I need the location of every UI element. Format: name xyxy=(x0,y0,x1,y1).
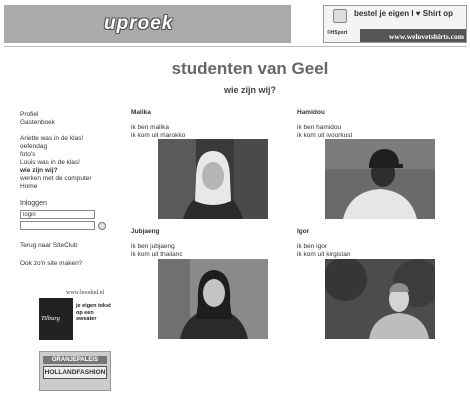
oranje-ad[interactable] xyxy=(39,351,111,391)
shirt-icon xyxy=(333,9,347,23)
student-intro: ik ben malika xyxy=(131,124,169,131)
banner-brand: ©HSport xyxy=(327,30,348,36)
sidebar xyxy=(20,111,120,268)
student-name: Malika xyxy=(131,109,151,116)
student-name: Igor xyxy=(297,228,310,235)
banner-url: www.welovetshirts.com xyxy=(360,29,467,43)
banner-title: bestel je eigen I ♥ Shirt op xyxy=(354,9,453,18)
nav-gastenboek[interactable]: Gastenboek xyxy=(20,119,56,126)
student-card-igor xyxy=(297,228,350,259)
student-intro: ik ben hamidou xyxy=(297,124,342,131)
nav-profiel[interactable]: Profiel xyxy=(20,111,39,118)
student-origin: ik kom uit kirgistan xyxy=(297,251,351,258)
site-logo: uproek xyxy=(104,13,174,34)
hoodud-url: www.hoodud.nl xyxy=(66,290,105,296)
nav-home[interactable]: Home xyxy=(20,183,38,190)
student-card-hamidou xyxy=(297,109,352,140)
nav-louis[interactable]: Louis was in de klas! xyxy=(20,159,80,166)
page-title: studenten van Geel xyxy=(171,59,329,78)
student-photo-malika xyxy=(158,139,268,219)
student-origin: ik kom uit marokko xyxy=(131,132,186,139)
nav-werken-computer[interactable]: werken met de computer xyxy=(20,175,92,182)
login-label: Inloggen xyxy=(20,200,47,207)
student-origin: ik kom uit ivoorkust xyxy=(297,132,353,139)
student-card-jubjaeng xyxy=(131,228,183,259)
login-password-input[interactable] xyxy=(20,221,95,230)
student-origin: ik kom uit thailanc xyxy=(131,251,183,258)
header-divider xyxy=(4,46,467,47)
hoodud-ad[interactable] xyxy=(39,290,113,344)
login-username-input[interactable] xyxy=(20,210,95,219)
student-photo-hamidou xyxy=(325,139,435,219)
oranje-bottom: HOLLANDFASHION xyxy=(43,366,107,379)
student-intro: ik ben jubjaeng xyxy=(131,243,175,250)
nav-fotos[interactable]: foto's xyxy=(20,151,36,158)
site-logo-bar[interactable] xyxy=(4,5,291,43)
nav-site-maken[interactable]: Ook zo'n site maken? xyxy=(20,260,83,267)
student-photo-jubjaeng xyxy=(158,259,268,339)
nav-oefendag[interactable]: oefendag xyxy=(20,143,48,150)
oranje-top: ORANJEPALEIS xyxy=(43,356,107,364)
nav-wie-zijn-wij[interactable]: wie zijn wij? xyxy=(20,167,58,174)
student-card-malika xyxy=(131,109,185,140)
hoodud-text: je eigen tekst op een sweater xyxy=(76,303,111,322)
student-name: Jubjaeng xyxy=(131,228,160,235)
nav-ariette[interactable]: Ariette was in de klas! xyxy=(20,135,84,142)
nav-terug-siteclub[interactable]: Terug naar SiteClub xyxy=(20,242,78,249)
student-photo-igor xyxy=(325,259,435,339)
hoodud-city: Tilburg xyxy=(41,315,60,322)
student-name: Hamidou xyxy=(297,109,325,116)
tshirt-ad-banner[interactable] xyxy=(323,5,467,43)
page-subtitle: wie zijn wij? xyxy=(223,85,276,95)
sweater-icon xyxy=(39,298,73,340)
student-intro: ik ben igor xyxy=(297,243,327,250)
login-submit-button[interactable] xyxy=(98,222,106,230)
